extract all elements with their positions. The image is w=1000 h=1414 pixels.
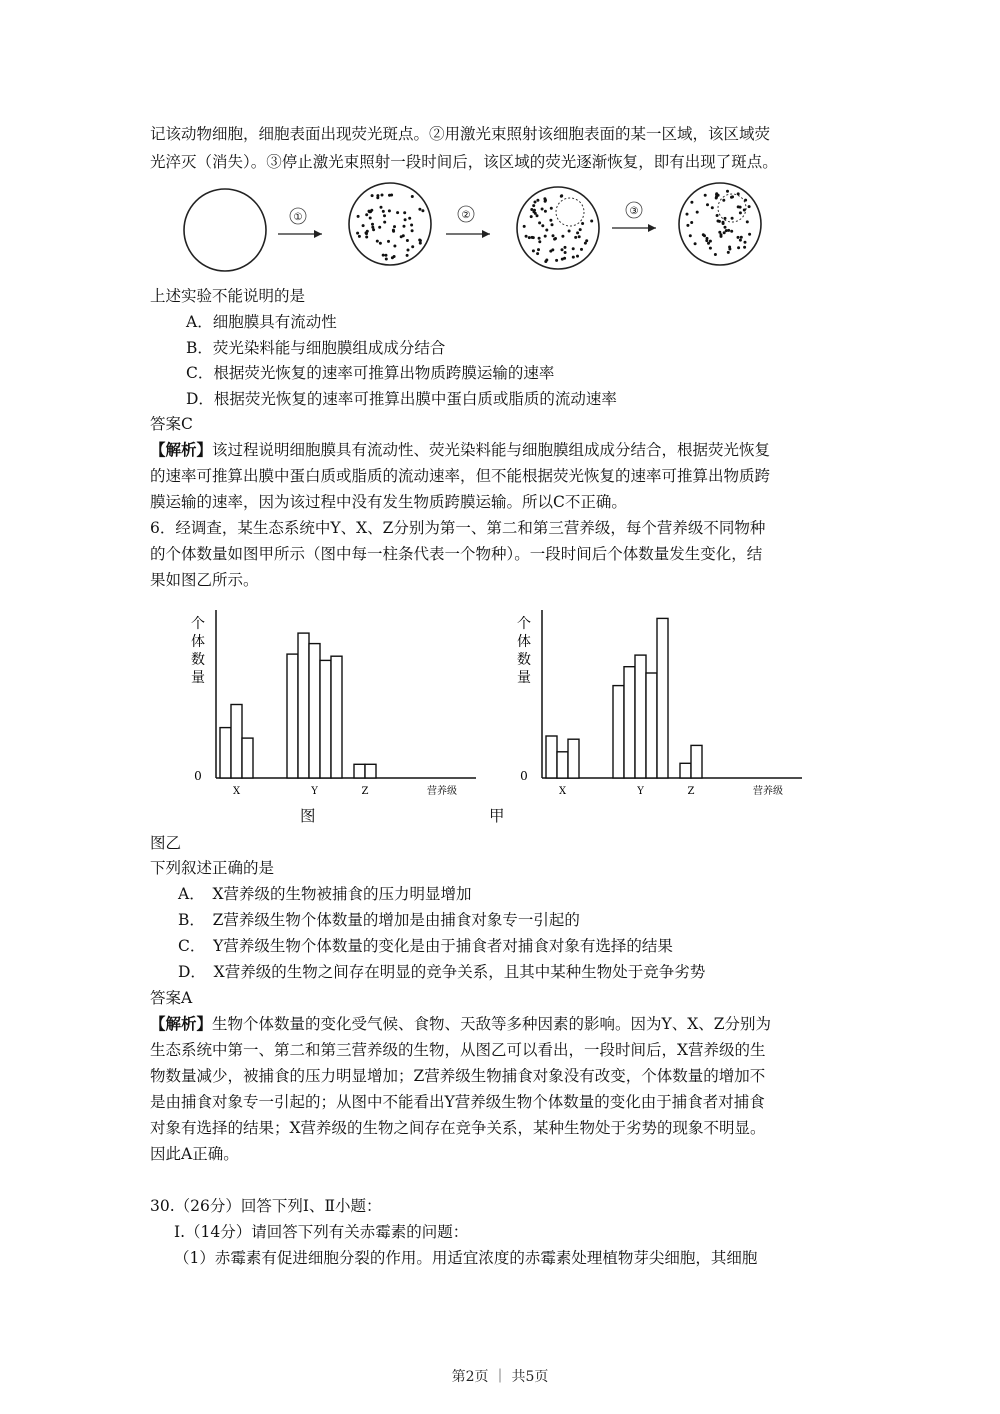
fluorescent-dot (551, 248, 554, 251)
x-tick-label: Z (687, 786, 695, 797)
fluorescent-dot (403, 211, 406, 214)
fluorescent-dot (393, 245, 396, 248)
x-tick-label: X (558, 786, 567, 797)
fluorescent-dot (392, 229, 395, 232)
fluorescent-dot (561, 248, 564, 251)
fluorescent-dot (400, 235, 403, 238)
fluorescent-dot (403, 225, 406, 228)
fluorescent-dot (724, 217, 727, 220)
y-axis-label: 数 (517, 652, 531, 668)
fluorescent-dot (408, 217, 411, 220)
fluorescent-dot (406, 239, 409, 242)
fluorescent-dot (707, 242, 710, 245)
fluorescent-dot (714, 253, 717, 256)
fluorescent-dot (357, 215, 360, 218)
q6-analysis-line-1: 【解析】生物个体数量的变化受气候、食物、天敌等多种因素的影响。因为Y、X、Z分别为 (150, 1014, 772, 1033)
fluorescent-dot (715, 192, 718, 195)
q5-answer: 答案C (150, 415, 193, 433)
bar (557, 752, 568, 778)
q6-analysis-line-2: 生态系统中第一、第二和第三营养级的生物，从图乙可以看出，一段时间后，X营养级的生 (150, 1041, 766, 1059)
arrow-step-1 (278, 208, 322, 238)
q5-analysis-line-3: 膜运输的速率，因为该过程中没有发生物质跨膜运输。所以C不正确。 (150, 493, 627, 511)
bar (220, 728, 231, 778)
fluorescent-dot (581, 222, 584, 225)
fluorescent-dot (544, 210, 547, 213)
fluorescent-dot (574, 236, 577, 239)
q6-analysis-line-4: 是由捕食对象专一引起的；从图中不能看出Y营养级生物个体数量的变化由于捕食者对捕食 (150, 1093, 765, 1111)
q6-stem: 下列叙述正确的是 (150, 859, 275, 877)
fluorescent-dot (740, 236, 743, 239)
fluorescent-dot (387, 240, 390, 243)
fluorescent-dot (411, 229, 414, 232)
fluorescent-dots (523, 194, 594, 263)
cell-blank (184, 189, 266, 271)
bar (242, 738, 253, 778)
fluorescent-dot (385, 258, 388, 261)
bar (331, 656, 342, 778)
fluorescent-dot (541, 224, 544, 227)
fluorescent-dot (579, 228, 582, 231)
fluorescent-dot (406, 254, 409, 257)
chart-caption-a: 图 (300, 807, 316, 825)
fluorescent-dot (388, 209, 391, 212)
q6-analysis-line-6: 因此A正确。 (150, 1145, 239, 1163)
q6-option-a: A． X营养级的生物被捕食的压力明显增加 (178, 885, 472, 903)
fluorescent-dot (737, 192, 740, 195)
fluorescent-dots (356, 194, 424, 261)
y-axis-label: 体 (191, 634, 205, 650)
fluorescent-dot (379, 242, 382, 245)
fluorescent-dot (576, 231, 579, 234)
fluorescent-dot (545, 229, 548, 232)
fluorescent-dot (388, 194, 391, 197)
fluorescent-dot (382, 210, 385, 213)
fluorescent-dot (536, 199, 539, 202)
fluorescent-dot (532, 249, 535, 252)
fluorescent-dot (530, 208, 533, 211)
y-axis-label: 数 (191, 652, 205, 668)
fluorescent-dot (563, 257, 566, 260)
svg-text:①: ① (293, 212, 303, 223)
x-tick-label: Y (311, 786, 318, 797)
q5-option-a: A．细胞膜具有流动性 (186, 313, 337, 331)
fluorescent-dot (686, 224, 689, 227)
fluorescent-dot (419, 242, 422, 245)
fluorescent-dot (536, 252, 539, 255)
fluorescent-dot (538, 237, 541, 240)
fluorescent-dot (362, 224, 365, 227)
q6-option-b: B． Z营养级生物个体数量的增加是由捕食对象专一引起的 (178, 911, 580, 929)
fluorescent-dot (533, 209, 536, 212)
fluorescent-dot (376, 240, 379, 243)
chart-yi (512, 600, 812, 805)
svg-text:②: ② (461, 210, 471, 221)
chart-caption-b: 甲 (489, 807, 505, 825)
q6-analysis-line-5: 对象有选择的结果；X营养级的生物之间存在竞争关系，某种生物处于劣势的现象不明显。 (150, 1119, 766, 1137)
fluorescent-dot (549, 219, 552, 222)
cell-bleached (517, 187, 599, 269)
q30-line-1: 30.（26分）回答下列Ⅰ、Ⅱ小题： (150, 1197, 382, 1215)
fluorescent-dot (689, 234, 692, 237)
q30-line-2: Ⅰ.（14分）请回答下列有关赤霉素的问题： (174, 1223, 469, 1241)
fluorescent-dot (365, 236, 368, 239)
bar (287, 654, 298, 778)
fluorescent-dot (383, 221, 386, 224)
fluorescent-dot (544, 260, 547, 263)
fluorescent-dot (580, 248, 583, 251)
fluorescent-dot (532, 236, 535, 239)
fluorescent-dot (541, 208, 544, 211)
fluorescent-dot (371, 226, 374, 229)
fluorescent-dot (703, 234, 706, 237)
fluorescent-dot (560, 194, 563, 197)
fluorescent-dot (743, 209, 746, 212)
q6-option-d: D． X营养级的生物之间存在明显的竞争关系，且其中某种生物处于竞争劣势 (178, 963, 706, 981)
fluorescent-dot (724, 226, 727, 229)
fluorescent-dot (584, 242, 587, 245)
q6-line-1: 6．经调查，某生态系统中Y、X、Z分别为第一、第二和第三营养级，每个营养级不同物种 (150, 519, 766, 537)
fluorescent-dot (358, 235, 361, 238)
y-axis-label: 个 (191, 616, 205, 632)
bar (646, 673, 657, 778)
bar (613, 686, 624, 778)
fluorescent-dot (369, 217, 372, 220)
fluorescent-dot (746, 220, 749, 223)
fluorescent-dot (356, 232, 359, 235)
fluorescent-dot (561, 235, 564, 238)
fluorescent-dot (737, 246, 740, 249)
fluorescent-dot (393, 225, 396, 228)
bar (354, 764, 365, 778)
fluorescent-dot (727, 251, 730, 254)
fluorescent-dot (538, 240, 541, 243)
fluorescent-dot (555, 259, 558, 262)
fluorescent-dot (421, 209, 424, 212)
fluorescent-dot (728, 248, 731, 251)
q6-line-2: 的个体数量如图甲所示（图中每一柱条代表一个物种）。一段时间后个体数量发生变化，结 (150, 545, 763, 563)
fluorescent-dot (550, 207, 553, 210)
q5-stem: 上述实验不能说明的是 (150, 287, 306, 305)
q5-analysis-line-2: 的速率可推算出膜中蛋白质或脂质的流动速率，但不能根据荧光恢复的速率可推算出物质跨 (150, 467, 771, 485)
fluorescent-dot (530, 215, 533, 218)
fluorescent-dot (534, 201, 537, 204)
fluorescent-dot (383, 214, 386, 217)
q6-line-3: 果如图乙所示。 (150, 571, 259, 589)
fluorescent-dot (716, 214, 719, 217)
fluorescent-dot (737, 236, 740, 239)
y-axis-label: 体 (517, 634, 531, 650)
fluorescent-dot (726, 190, 729, 193)
fluorescent-dot (385, 254, 388, 257)
fluorescent-dot (410, 224, 413, 227)
fluorescent-dot (739, 211, 742, 214)
q5-option-d: D．根据荧光恢复的速率可推算出膜中蛋白质或脂质的流动速率 (186, 390, 617, 408)
fluorescent-dot (407, 249, 410, 252)
x-axis-label: 营养级 (753, 786, 783, 797)
fluorescent-dot (543, 197, 546, 200)
bar (624, 667, 635, 778)
fluorescent-dot (696, 211, 699, 214)
q5-option-b: B．荧光染料能与细胞膜组成成分结合 (186, 339, 446, 357)
fluorescent-dot (730, 230, 733, 233)
fluorescent-dot (376, 194, 379, 197)
fluorescent-dot (368, 210, 371, 213)
x-tick-label: X (232, 786, 241, 797)
fluorescent-dot (706, 237, 709, 240)
fluorescent-dot (554, 237, 557, 240)
fluorescence-figure (180, 182, 780, 282)
fluorescent-dot (366, 230, 369, 233)
fluorescent-dot (551, 223, 554, 226)
fluorescent-dot (744, 241, 747, 244)
fluorescent-dot (393, 255, 396, 258)
bar (546, 736, 557, 778)
arrow-step-3 (612, 202, 656, 232)
fluorescent-dot (576, 255, 579, 258)
fluorescent-dot (381, 194, 384, 197)
bar (231, 705, 242, 779)
q5-analysis-line-1: 【解析】该过程说明细胞膜具有流动性、荧光染料能与细胞膜组成成分结合，根据荧光恢复 (150, 440, 771, 459)
y-axis-label: 量 (191, 670, 205, 686)
x-tick-label: Y (637, 786, 644, 797)
fluorescent-dot (720, 235, 723, 238)
fluorescent-dot (372, 228, 375, 231)
y-axis-label: 个 (517, 616, 531, 632)
fluorescent-dot (382, 254, 385, 257)
fluorescent-dot (748, 233, 751, 236)
fluorescent-dot (564, 251, 567, 254)
bar (298, 633, 309, 778)
q30-line-3: （1）赤霉素有促进细胞分裂的作用。用适宜浓度的赤霉素处理植物芽尖细胞，其细胞 (174, 1249, 758, 1267)
bar (680, 763, 691, 778)
fluorescent-dot (534, 212, 537, 215)
bar (691, 745, 702, 778)
bar (320, 660, 331, 778)
fluorescent-dot (718, 231, 721, 234)
fluorescent-dot (722, 221, 725, 224)
fluorescent-dot (744, 199, 747, 202)
fluorescent-dot (578, 235, 581, 238)
q5-option-c: C．根据荧光恢复的速率可推算出物质跨膜运输的速率 (186, 364, 555, 382)
fluorescent-dot (396, 211, 399, 214)
fluorescent-dot (704, 194, 707, 197)
fluorescent-dot (532, 204, 535, 207)
bleached-region (556, 198, 584, 226)
fluorescent-dot (722, 199, 725, 202)
fluorescent-dot (690, 201, 693, 204)
x-tick-label: Z (361, 786, 369, 797)
fluorescent-dot (572, 247, 575, 250)
fluorescent-dot (365, 213, 368, 216)
bar (635, 655, 646, 778)
bar (568, 739, 579, 778)
fluorescent-dot (371, 223, 374, 226)
fluorescent-dot (694, 242, 697, 245)
origin-label: 0 (194, 769, 202, 783)
fluorescent-dots (686, 190, 752, 256)
fluorescent-dot (564, 246, 567, 249)
fluorescent-dot (686, 213, 689, 216)
fluorescent-dot (380, 206, 383, 209)
fluorescent-dot (590, 220, 593, 223)
intro-line-2: 光淬灭（消失）。③停止激光束照射一段时间后，该区域的荧光逐渐恢复，即有出现了斑点。 (150, 153, 778, 171)
fluorescent-dot (718, 220, 721, 223)
fluorescent-dot (371, 194, 374, 197)
fluorescent-dot (411, 245, 414, 248)
cell-recovered (679, 183, 761, 265)
fluorescent-dot (690, 221, 693, 224)
page-footer: 第2页 ｜ 共5页 (451, 1369, 549, 1385)
bar (309, 644, 320, 778)
fluorescent-dot (537, 248, 540, 251)
svg-text:③: ③ (629, 206, 639, 217)
fluorescent-dot (706, 203, 709, 206)
fluorescent-dot (525, 235, 528, 238)
fluorescent-dot (418, 208, 421, 211)
fluorescent-dot (538, 221, 541, 224)
analysis-tag: 【解析】 (150, 440, 213, 459)
fluorescent-dot (404, 218, 407, 221)
fluorescent-dot (730, 196, 733, 199)
q6-option-c: C． Y营养级生物个体数量的变化是由于捕食者对捕食对象有选择的结果 (178, 937, 673, 955)
bar (365, 764, 376, 778)
fluorescent-dot (731, 217, 734, 220)
fluorescent-dot (709, 247, 712, 250)
fluorescent-dot (737, 205, 740, 208)
chart-jia (186, 600, 486, 805)
q6-answer: 答案A (150, 989, 193, 1007)
fluorescent-dot (572, 256, 575, 259)
fluorescent-dot (723, 231, 726, 234)
chart-caption-c: 图乙 (150, 834, 182, 852)
origin-label: 0 (520, 769, 528, 783)
fluorescent-dot (378, 226, 381, 229)
intro-line-1: 记该动物细胞，细胞表面出现荧光斑点。②用激光束照射该细胞表面的某一区域，该区域荧 (150, 125, 771, 143)
fluorescent-dot (544, 235, 547, 238)
fluorescent-dot (568, 230, 571, 233)
fluorescent-dot (743, 246, 746, 249)
fluorescent-dot (748, 205, 751, 208)
fluorescent-dot (711, 206, 714, 209)
analysis-tag: 【解析】 (150, 1014, 213, 1033)
y-axis-label: 量 (517, 670, 531, 686)
fluorescent-dot (739, 239, 742, 242)
bar (657, 618, 668, 778)
fluorescent-dot (523, 225, 526, 228)
x-axis-label: 营养级 (427, 786, 457, 797)
fluorescent-dot (411, 195, 414, 198)
fluorescent-dot (528, 236, 531, 239)
fluorescent-dot (715, 197, 718, 200)
fluorescent-dot (552, 234, 555, 237)
q6-analysis-line-3: 物数量减少，被捕食的压力明显增加；Z营养级生物捕食对象没有改变，个体数量的增加不 (150, 1067, 766, 1085)
arrow-step-2 (446, 206, 490, 238)
